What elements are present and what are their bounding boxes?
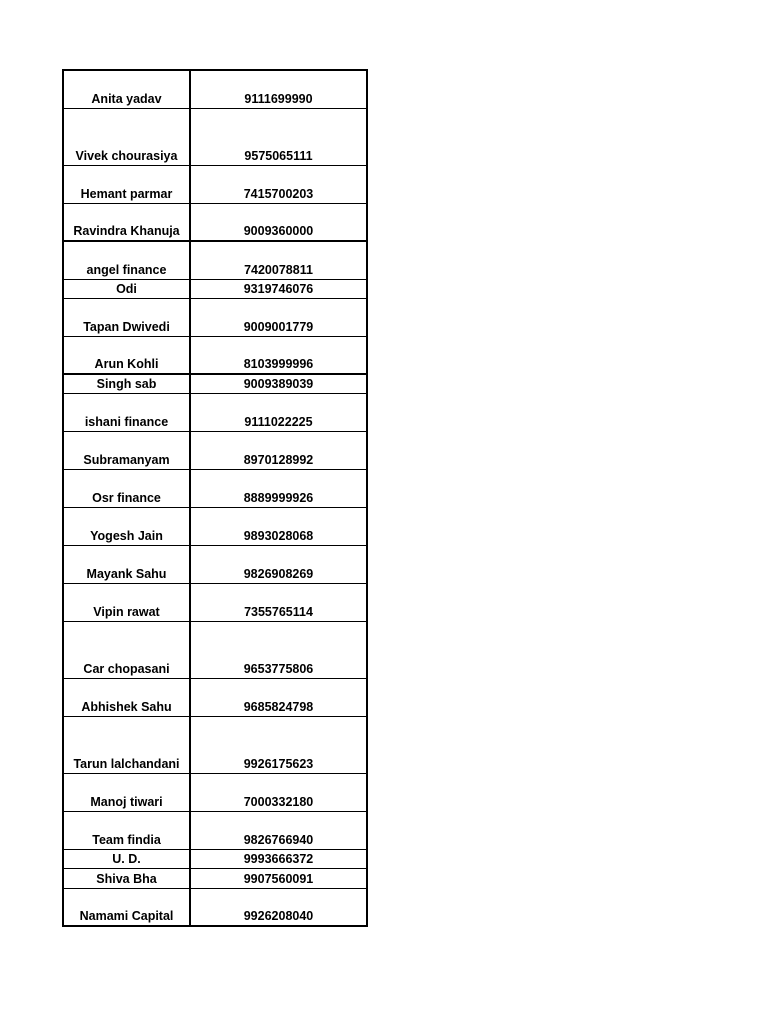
contact-name: Yogesh Jain xyxy=(63,507,190,545)
table-row xyxy=(63,298,367,336)
contact-phone: 9009001779 xyxy=(190,298,367,336)
contact-name: Arun Kohli xyxy=(63,336,190,374)
contact-phone: 7000332180 xyxy=(190,773,367,811)
contact-phone: 7415700203 xyxy=(190,165,367,203)
contact-table xyxy=(62,69,368,927)
contact-name: Tapan Dwivedi xyxy=(63,298,190,336)
table-row xyxy=(63,165,367,203)
contact-name: Singh sab xyxy=(63,374,190,393)
contact-phone: 7420078811 xyxy=(190,241,367,279)
table-row xyxy=(63,241,367,279)
table-row xyxy=(63,716,367,773)
contact-name: ishani finance xyxy=(63,393,190,431)
table-row xyxy=(63,545,367,583)
table-row xyxy=(63,849,367,868)
contact-name: Car chopasani xyxy=(63,621,190,678)
contact-phone: 9319746076 xyxy=(190,279,367,298)
table-row xyxy=(63,773,367,811)
contact-phone: 9893028068 xyxy=(190,507,367,545)
contact-name: angel finance xyxy=(63,241,190,279)
table-row xyxy=(63,374,367,393)
contact-name: Mayank Sahu xyxy=(63,545,190,583)
table-row xyxy=(63,393,367,431)
contact-name: Osr finance xyxy=(63,469,190,507)
contact-phone: 8103999996 xyxy=(190,336,367,374)
contact-phone: 8970128992 xyxy=(190,431,367,469)
contact-name: Namami Capital xyxy=(63,888,190,926)
contact-name: U. D. xyxy=(63,849,190,868)
contact-name: Vipin rawat xyxy=(63,583,190,621)
contact-phone: 9009360000 xyxy=(190,203,367,241)
contact-name: Hemant parmar xyxy=(63,165,190,203)
contact-name: Tarun lalchandani xyxy=(63,716,190,773)
contact-name: Odi xyxy=(63,279,190,298)
contact-name: Subramanyam xyxy=(63,431,190,469)
contact-phone: 9826766940 xyxy=(190,811,367,849)
table-row xyxy=(63,868,367,888)
table-row xyxy=(63,811,367,849)
contact-name: Manoj tiwari xyxy=(63,773,190,811)
table-row xyxy=(63,108,367,165)
contact-name: Abhishek Sahu xyxy=(63,678,190,716)
table-row xyxy=(63,621,367,678)
table-row xyxy=(63,507,367,545)
table-row xyxy=(63,469,367,507)
contact-name: Vivek chourasiya xyxy=(63,108,190,165)
table-row xyxy=(63,336,367,374)
contact-phone: 9685824798 xyxy=(190,678,367,716)
contact-name: Ravindra Khanuja xyxy=(63,203,190,241)
contact-phone: 8889999926 xyxy=(190,469,367,507)
contact-phone: 9907560091 xyxy=(190,868,367,888)
contact-phone: 9111022225 xyxy=(190,393,367,431)
table-row xyxy=(63,70,367,108)
contact-phone: 7355765114 xyxy=(190,583,367,621)
contact-name: Team findia xyxy=(63,811,190,849)
table-row xyxy=(63,678,367,716)
contact-phone: 9993666372 xyxy=(190,849,367,868)
contact-phone: 9926175623 xyxy=(190,716,367,773)
contact-phone: 9575065111 xyxy=(190,108,367,165)
contact-phone: 9653775806 xyxy=(190,621,367,678)
table-row xyxy=(63,583,367,621)
table-row xyxy=(63,888,367,926)
contact-phone: 9009389039 xyxy=(190,374,367,393)
contact-phone: 9926208040 xyxy=(190,888,367,926)
contact-phone: 9111699990 xyxy=(190,70,367,108)
table-row xyxy=(63,431,367,469)
table-row xyxy=(63,203,367,241)
contact-phone: 9826908269 xyxy=(190,545,367,583)
contact-name: Anita yadav xyxy=(63,70,190,108)
table-row xyxy=(63,279,367,298)
contact-name: Shiva Bha xyxy=(63,868,190,888)
